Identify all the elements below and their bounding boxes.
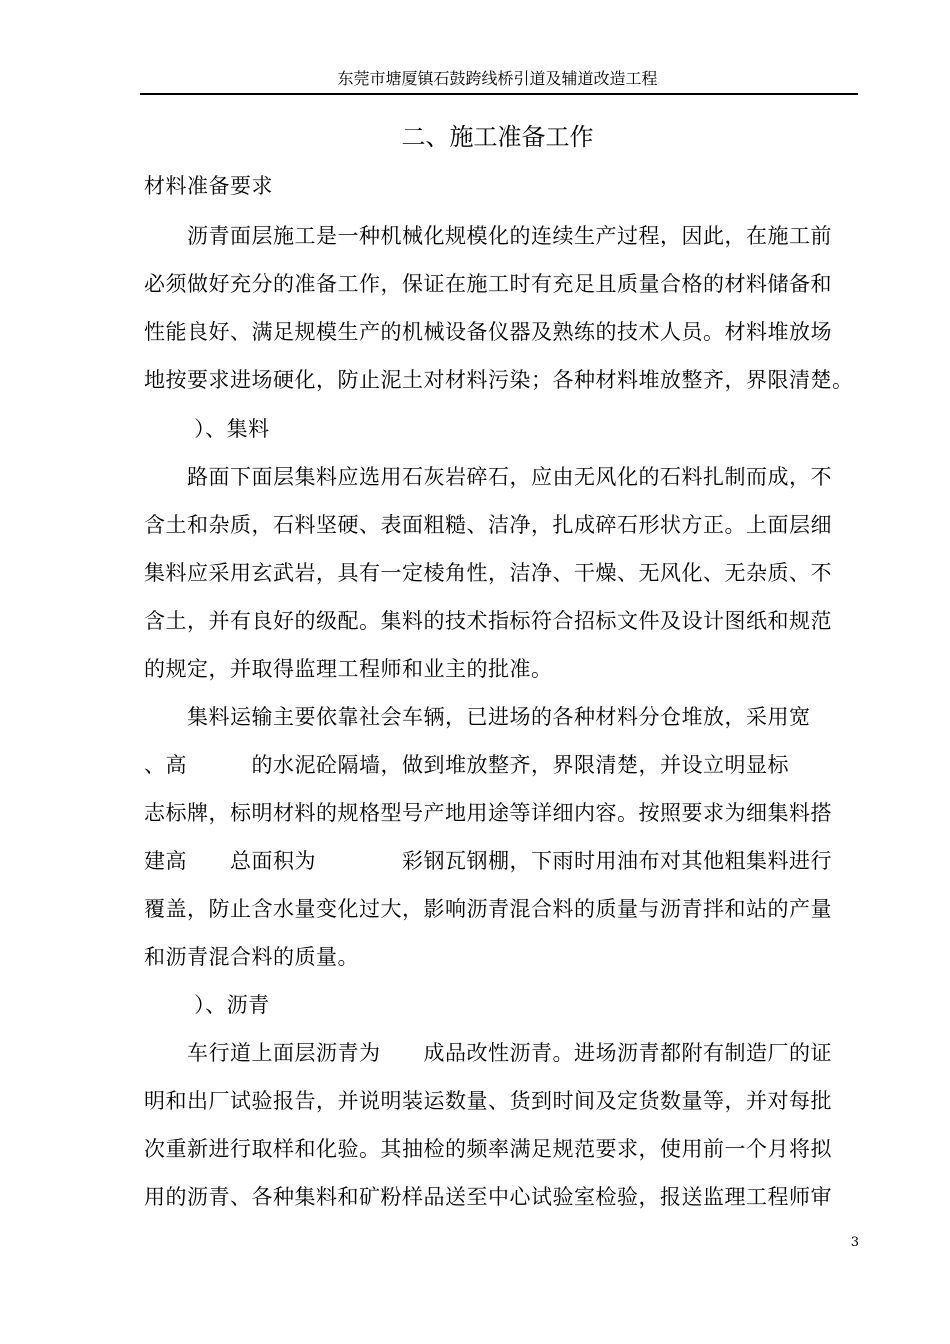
body-line: 路面下面层集料应选用石灰岩碎石，应由无风化的石料扎制而成，不 [144, 465, 832, 489]
body-line: 必须做好充分的准备工作，保证在施工时有充足且质量合格的材料储备和 [144, 272, 832, 296]
body-line: 覆盖，防止含水量变化过大，影响沥青混合料的质量与沥青拌和站的产量 [144, 897, 832, 921]
body-line: 集料应采用玄武岩，具有一定棱角性，洁净、干燥、无风化、无杂质、不 [144, 561, 832, 585]
body-line: 集料运输主要依靠社会车辆，已进场的各种材料分仓堆放，采用宽 [144, 705, 811, 729]
header-divider [140, 93, 858, 95]
subheading-material-requirements: 材料准备要求 [144, 174, 273, 198]
body-line: 沥青面层施工是一种机械化规模化的连续生产过程，因此，在施工前 [144, 224, 832, 248]
page-number: 3 [850, 1235, 859, 1250]
body-line: 建高 总面积为 彩钢瓦钢棚，下雨时用油布对其他粗集料进行 [144, 849, 832, 873]
body-line: 的规定，并取得监理工程师和业主的批准。 [144, 657, 553, 681]
body-line: 含土和杂质，石料坚硬、表面粗糙、洁净，扎成碎石形状方正。上面层细 [144, 513, 832, 537]
body-line: 志标牌，标明材料的规格型号产地用途等详细内容。按照要求为细集料搭 [144, 801, 832, 825]
body-line: 和沥青混合料的质量。 [144, 945, 359, 969]
body-line: 用的沥青、各种集料和矿粉样品送至中心试验室检验，报送监理工程师审 [144, 1185, 832, 1209]
subheading-asphalt: ）、沥青 [144, 993, 270, 1017]
body-line: 明和出厂试验报告，并说明装运数量、货到时间及定货数量等，并对每批 [144, 1089, 832, 1113]
running-header: 东莞市塘厦镇石鼓跨线桥引道及辅道改造工程 [337, 69, 658, 88]
subheading-aggregate: ）、集料 [144, 417, 270, 441]
body-line: 地按要求进场硬化，防止泥土对材料污染；各种材料堆放整齐，界限清楚。 [144, 368, 854, 392]
body-line: 车行道上面层沥青为 成品改性沥青。进场沥青都附有制造厂的证 [144, 1041, 832, 1065]
body-line: 性能良好、满足规模生产的机械设备仪器及熟练的技术人员。材料堆放场 [144, 320, 832, 344]
body-line: 含土，并有良好的级配。集料的技术指标符合招标文件及设计图纸和规范 [144, 609, 832, 633]
body-line: 、高 的水泥砼隔墙，做到堆放整齐，界限清楚，并设立明显标 [144, 753, 789, 777]
body-line: 次重新进行取样和化验。其抽检的频率满足规范要求，使用前一个月将拟 [144, 1137, 832, 1161]
section-title: 二、施工准备工作 [401, 123, 594, 151]
